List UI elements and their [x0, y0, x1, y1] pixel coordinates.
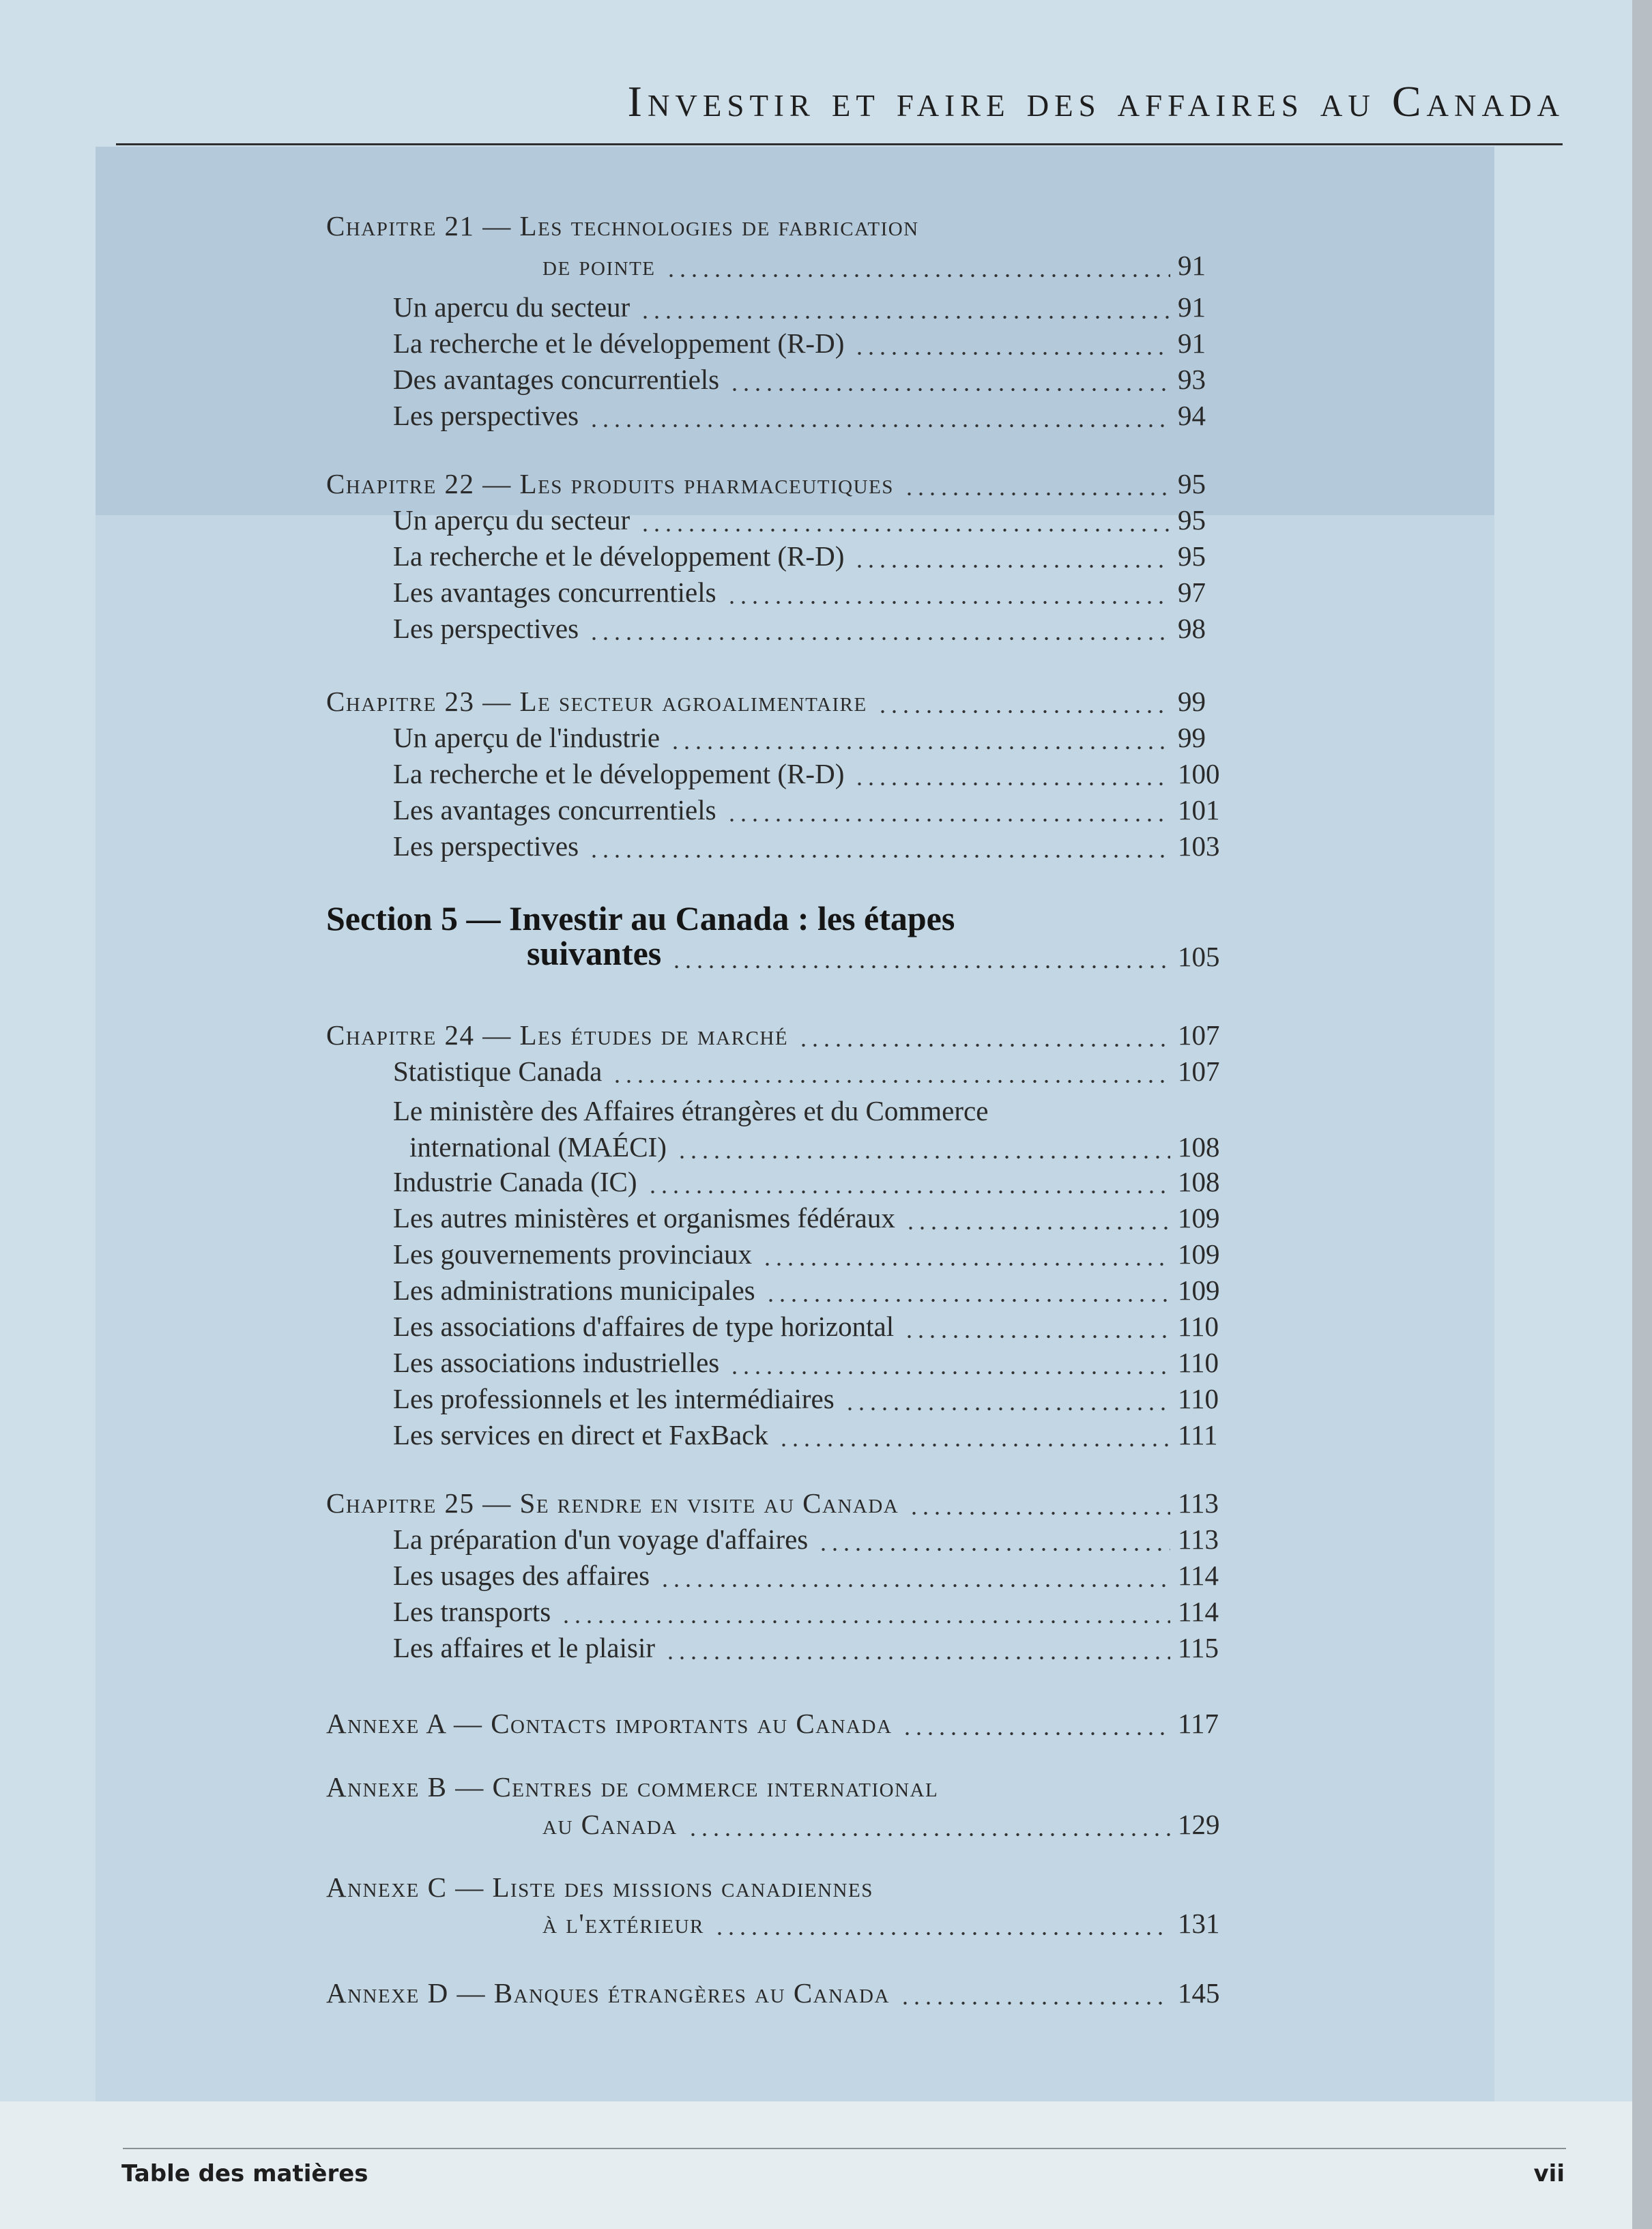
toc-entry-page: 113	[1178, 1487, 1219, 1519]
toc-entry-page: 145	[1178, 1977, 1220, 2009]
header-rule	[116, 143, 1563, 145]
toc-entry	[0, 395, 1652, 436]
toc-entry	[0, 1555, 1652, 1596]
toc-entry-page: 91	[1178, 327, 1206, 359]
toc-entry	[0, 1270, 1652, 1311]
toc-entry-page: 109	[1178, 1202, 1220, 1234]
toc-entry	[0, 1051, 1652, 1092]
toc-entry	[0, 536, 1652, 577]
toc-entry	[0, 1015, 1652, 1055]
toc-entry	[0, 1342, 1652, 1383]
toc-entry-label: au Canada	[542, 1809, 678, 1840]
toc-entry-label: Un aperçu de l'industrie	[393, 722, 661, 753]
dot-leader	[676, 1155, 1170, 1159]
toc-entry-page: 95	[1178, 540, 1206, 572]
toc-entry	[0, 1867, 1652, 1908]
toc-entry	[0, 1161, 1652, 1202]
dot-leader	[854, 351, 1170, 355]
toc-entry	[0, 789, 1652, 830]
toc-entry-label: de pointe	[542, 250, 656, 281]
toc-entry-label: Les autres ministères et organismes fédéraux	[393, 1202, 895, 1234]
dot-leader	[817, 1547, 1170, 1551]
toc-entry-label: Les avantages concurrentiels	[393, 794, 716, 826]
dot-leader	[899, 2001, 1170, 2005]
running-title: Investir et faire des affaires au Canada	[627, 77, 1565, 126]
toc-entry-label: Les perspectives	[393, 613, 579, 644]
dot-leader	[854, 564, 1170, 568]
toc-entry-page: 95	[1178, 504, 1206, 536]
toc-entry-label: Un apercu du secteur	[393, 291, 631, 323]
toc-entry-page: 100	[1178, 758, 1220, 789]
toc-entry	[0, 1090, 1652, 1131]
toc-entry-label: Les affaires et le plaisir	[393, 1632, 656, 1663]
toc-entry-page: 115	[1178, 1632, 1219, 1663]
dot-leader	[671, 965, 1170, 969]
dot-leader	[611, 1079, 1170, 1083]
toc-entry-label: Les professionnels et les intermédiaires	[393, 1383, 835, 1414]
toc-entry-label: Chapitre 21 — Les technologies de fabrication	[326, 210, 919, 242]
dot-leader	[762, 1262, 1170, 1266]
toc-entry	[0, 1414, 1652, 1455]
toc-entry-label: Les services en direct et FaxBack	[393, 1419, 768, 1451]
dot-leader	[665, 274, 1170, 278]
toc-entry-label: La préparation d'un voyage d'affaires	[393, 1524, 809, 1555]
dot-leader	[901, 1732, 1170, 1736]
toc-entry-label: Des avantages concurrentiels	[393, 364, 720, 395]
toc-entry	[0, 608, 1652, 649]
footer-section-name: Table des matières	[121, 2160, 368, 2187]
toc-entry	[0, 826, 1652, 866]
toc-entry-page: 107	[1178, 1019, 1220, 1051]
toc-entry-label: Annexe B — Centres de commerce international	[326, 1771, 939, 1803]
toc-entry-label: Un aperçu du secteur	[393, 504, 631, 536]
toc-entry-label: Les avantages concurrentiels	[393, 577, 716, 608]
toc-entry	[0, 245, 1652, 286]
toc-entry-page: 114	[1178, 1560, 1219, 1591]
toc-entry	[0, 287, 1652, 327]
dot-leader	[908, 1511, 1170, 1515]
toc-entry-label: Chapitre 23 — Le secteur agroalimentaire	[326, 686, 867, 717]
dot-leader	[687, 1833, 1170, 1837]
toc-entry-label: Les usages des affaires	[393, 1560, 650, 1591]
toc-entry	[0, 1703, 1652, 1744]
toc-entry-page: 108	[1178, 1131, 1220, 1163]
toc-entry-page: 95	[1178, 468, 1206, 499]
toc-entry	[0, 1903, 1652, 1944]
toc-entry-page: 91	[1178, 291, 1206, 323]
dot-leader	[665, 1656, 1170, 1660]
toc-entry-label: Annexe D — Banques étrangères au Canada	[326, 1977, 890, 2009]
dot-leader	[560, 1620, 1170, 1624]
toc-entry-label: Les perspectives	[393, 830, 579, 862]
toc-entry-page: 109	[1178, 1274, 1220, 1306]
toc-entry-label: Les associations industrielles	[393, 1347, 720, 1378]
toc-entry-page: 109	[1178, 1238, 1220, 1270]
toc-entry-label: suivantes	[527, 934, 662, 972]
toc-entry-page: 107	[1178, 1055, 1220, 1087]
toc-entry-label: à l'extérieur	[542, 1908, 704, 1939]
toc-entry-page: 111	[1178, 1419, 1218, 1451]
toc-entry-label: Section 5 — Investir au Canada : les étapes	[326, 899, 955, 937]
toc-entry-page: 105	[1178, 941, 1220, 972]
dot-leader	[659, 1584, 1170, 1588]
toc-entry-label: La recherche et le développement (R-D)	[393, 758, 845, 789]
toc-entry	[0, 572, 1652, 613]
dot-leader	[877, 710, 1170, 714]
toc-entry	[0, 1627, 1652, 1668]
toc-entry-page: 129	[1178, 1809, 1220, 1840]
toc-entry-page: 117	[1178, 1708, 1219, 1739]
toc-entry-page: 99	[1178, 722, 1206, 753]
toc-entry	[0, 1483, 1652, 1524]
toc-entry-label: La recherche et le développement (R-D)	[393, 540, 845, 572]
dot-leader	[588, 854, 1170, 858]
toc-entry	[0, 1306, 1652, 1347]
toc-entry-page: 93	[1178, 364, 1206, 395]
dot-leader	[639, 315, 1170, 319]
dot-leader	[778, 1443, 1170, 1447]
toc-entry-page: 94	[1178, 400, 1206, 431]
toc-entry-label: Annexe A — Contacts importants au Canada	[326, 1708, 893, 1739]
toc-entry-label: Chapitre 24 — Les études de marché	[326, 1019, 789, 1051]
toc-entry-page: 108	[1178, 1166, 1220, 1197]
toc-entry-page: 110	[1178, 1383, 1219, 1414]
toc-entry-label: Les gouvernements provinciaux	[393, 1238, 753, 1270]
toc-entry	[0, 499, 1652, 540]
toc-entry-page: 110	[1178, 1311, 1219, 1342]
toc-entry-label: La recherche et le développement (R-D)	[393, 327, 845, 359]
toc-entry	[0, 717, 1652, 758]
dot-leader	[765, 1298, 1170, 1302]
toc-entry	[0, 1766, 1652, 1807]
toc-entry-page: 97	[1178, 577, 1206, 608]
dot-leader	[588, 637, 1170, 641]
toc-entry-page: 103	[1178, 830, 1220, 862]
toc-entry	[0, 323, 1652, 364]
dot-leader	[714, 1932, 1170, 1936]
toc-entry-label: Les transports	[393, 1596, 551, 1627]
toc-entry	[0, 463, 1652, 504]
dot-leader	[669, 746, 1170, 750]
toc-entry-page: 110	[1178, 1347, 1219, 1378]
footer-rule	[123, 2148, 1566, 2149]
toc-entry	[0, 1234, 1652, 1274]
dot-leader	[639, 528, 1170, 532]
dot-leader	[905, 1226, 1170, 1230]
toc-entry-label: Les associations d'affaires de type horizontal	[393, 1311, 895, 1342]
toc-entry-page: 91	[1178, 250, 1206, 281]
dot-leader	[903, 492, 1170, 496]
dot-leader	[729, 388, 1170, 392]
toc-entry-label: Les administrations municipales	[393, 1274, 755, 1306]
toc-entry-label: Chapitre 25 — Se rendre en visite au Canada	[326, 1487, 899, 1519]
dot-leader	[726, 818, 1170, 822]
dot-leader	[588, 424, 1170, 428]
toc-entry-page: 113	[1178, 1524, 1219, 1555]
toc-entry-page: 101	[1178, 794, 1220, 826]
toc-entry	[0, 1197, 1652, 1238]
toc-entry	[0, 1519, 1652, 1560]
dot-leader	[729, 1371, 1170, 1375]
toc-entry-page: 99	[1178, 686, 1206, 717]
dot-leader	[844, 1407, 1170, 1411]
toc-entry	[0, 936, 1652, 977]
toc-entry	[0, 359, 1652, 400]
toc-entry-label: Annexe C — Liste des missions canadiennes	[326, 1871, 873, 1903]
dot-leader	[647, 1190, 1170, 1194]
dot-leader	[798, 1043, 1170, 1047]
dot-leader	[726, 600, 1170, 604]
toc-entry-page: 98	[1178, 613, 1206, 644]
toc-entry	[0, 1378, 1652, 1419]
toc-entry-label: Le ministère des Affaires étrangères et du Commerce	[393, 1095, 989, 1126]
toc-entry	[0, 681, 1652, 722]
toc-entry-label: Chapitre 22 — Les produits pharmaceutiques	[326, 468, 894, 499]
toc-entry-page: 131	[1178, 1908, 1220, 1939]
toc-entry	[0, 205, 1652, 246]
footer-page-number: vii	[1533, 2160, 1565, 2187]
toc-entry	[0, 1804, 1652, 1845]
toc-entry-label: international (MAÉCI)	[409, 1131, 667, 1163]
toc-entry-label: Statistique Canada	[393, 1055, 603, 1087]
toc-entry-page: 114	[1178, 1596, 1219, 1627]
toc-entry	[0, 1972, 1652, 2013]
dot-leader	[854, 782, 1170, 786]
dot-leader	[903, 1335, 1170, 1339]
toc-entry-label: Les perspectives	[393, 400, 579, 431]
toc-entry	[0, 1591, 1652, 1632]
toc-entry	[0, 753, 1652, 794]
toc-entry-label: Industrie Canada (IC)	[393, 1166, 637, 1197]
